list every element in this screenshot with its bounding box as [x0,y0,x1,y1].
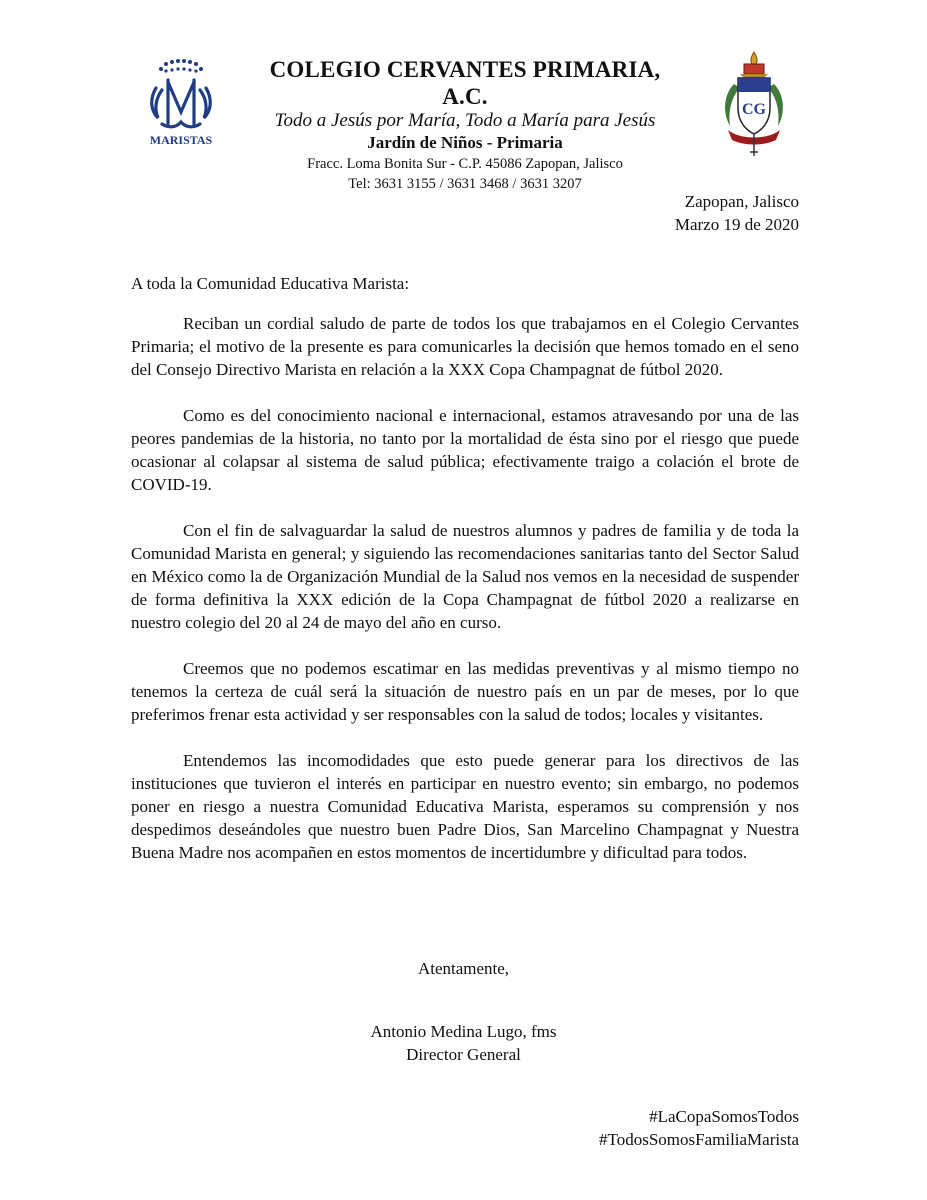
hashtag-2: #TodosSomosFamiliaMarista [599,1130,799,1149]
closing: Atentamente, [417,959,510,978]
school-crest-icon [720,50,788,158]
hashtag-1: #LaCopaSomosTodos [649,1107,799,1126]
paragraph-5: Entendemos las incomodidades que esto puede generar para los directivos de las instituciones que tuvieron el interés en participar en nuestro evento; sin embargo, no podemos poner en riesgo a nuestra Comunidad Educativa Marista, esperamos su comprensión y nos despedimos deseándoles que nuestro buen Padre Dios, San Marcelino Champagnat y Nuestra Buena Madre nos acompañen en estos momentos de incertidumbre y dificultad para todos. [131,751,799,862]
hashtags [599,1105,799,1151]
signer-name: Antonio Medina Lugo, fms [370,1022,557,1041]
school-levels: Jardín de Niños - Primaria [367,133,563,152]
letter-place: Zapopan, Jalisco [684,192,799,211]
maristas-caption: MARISTAS [149,133,213,147]
letterhead [0,0,927,192]
letter-date: Marzo 19 de 2020 [674,215,799,234]
letter-body [131,272,799,887]
school-phone: Tel: 3631 3155 / 3631 3468 / 3631 3207 [348,176,582,192]
paragraph-1: Reciban un cordial saludo de parte de todos los que trabajamos en el Colegio Cervantes Primaria; el motivo de la presente es para comunicarles la decisión que hemos tomado en el seno del Consejo Directivo Marista en relación a la XXX Copa Champagnat de fútbol 2020. [131,314,799,379]
school-motto: Todo a Jesús por María, Todo a María para Jesús [274,110,656,131]
school-crest [720,50,788,158]
maristas-logo [136,58,226,148]
paragraph-2: Como es del conocimiento nacional e internacional, estamos atravesando por una de las peores pandemias de la historia, no tanto por la mortalidad de ésta sino por el riesgo que puede ocasionar al colapsar al sistema de salud pública; efectivamente traigo a colación el brote de COVID-19. [131,406,799,494]
paragraph-4: Creemos que no podemos escatimar en las medidas preventivas y al mismo tiempo no tenemos la certeza de cuál será la situación de nuestro país en un par de meses, por lo que preferimos frenar esta actividad y ser responsables con la salud de todos; locales y visitantes. [131,659,799,724]
signature-block [0,1020,927,1066]
date-block [675,190,799,236]
salutation: A toda la Comunidad Educativa Marista: [131,274,410,293]
paragraph-3: Con el fin de salvaguardar la salud de nuestros alumnos y padres de familia y de toda la Comunidad Marista en general; y siguiendo las recomendaciones sanitarias tanto del Sector Salud en México como la de Organización Mundial de la Salud nos vemos en la necesidad de suspender de forma definitiva la XXX edición de la Copa Champagnat de fútbol 2020 a realizarse en nuestro colegio del 20 al 24 de mayo del año en curso. [131,521,799,632]
letterhead-text [250,56,680,194]
maristas-monogram-icon [136,58,226,148]
signer-title: Director General [406,1045,521,1064]
school-address: Fracc. Loma Bonita Sur - C.P. 45086 Zapopan, Jalisco [307,156,623,172]
crest-letters: CG [742,101,766,118]
school-name: COLEGIO CERVANTES PRIMARIA, A.C. [269,57,661,109]
